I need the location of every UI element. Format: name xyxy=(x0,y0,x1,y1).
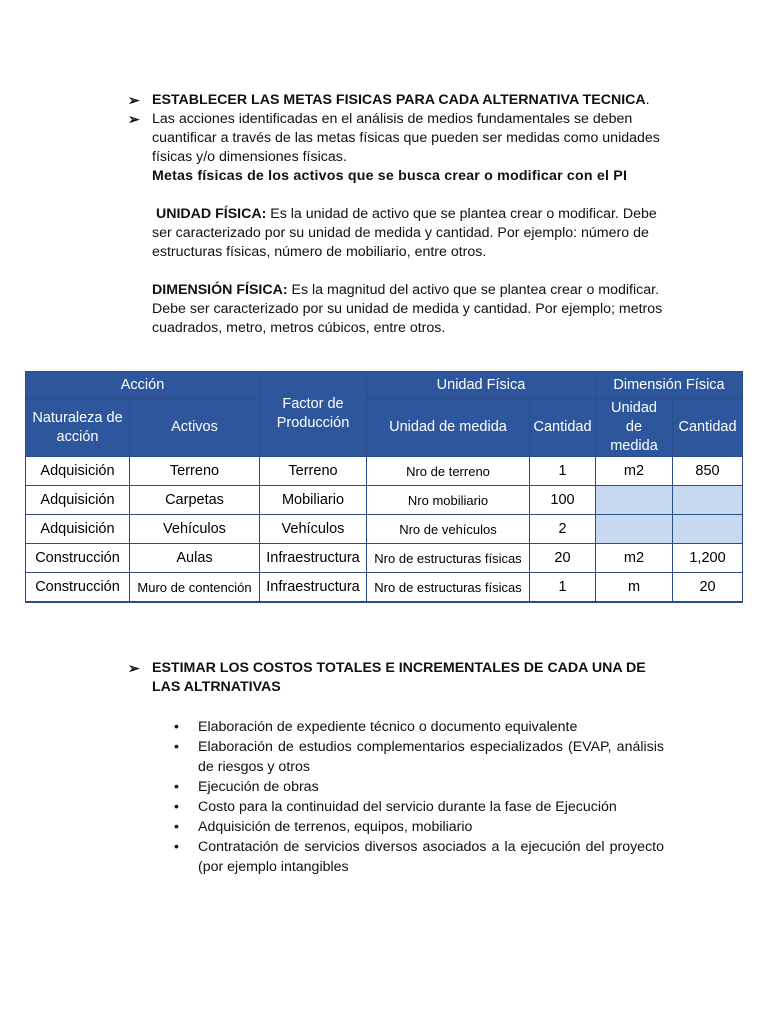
cell-dim-unidad xyxy=(596,515,673,544)
cell-unidad-medida: Nro mobiliario xyxy=(367,486,530,515)
list-item: • Elaboración de estudios complementarios especializados (EVAP, análisis de riesgos y otros xyxy=(174,737,664,777)
table-row xyxy=(26,486,743,515)
metas-heading-line xyxy=(128,91,668,110)
cell-naturaleza: Adquisición xyxy=(26,486,130,515)
cell-dim-unidad xyxy=(596,486,673,515)
header-naturaleza-accion: Naturaleza de acción xyxy=(26,399,130,457)
cell-factor: Vehículos xyxy=(260,515,367,544)
cell-activo: Aulas xyxy=(130,544,260,573)
header-cantidad: Cantidad xyxy=(530,399,596,457)
header-activos: Activos xyxy=(130,399,260,457)
cell-naturaleza: Adquisición xyxy=(26,515,130,544)
cell-naturaleza: Adquisición xyxy=(26,457,130,486)
header-dim-cantidad: Cantidad xyxy=(673,399,743,457)
header-dimension-fisica: Dimensión Física xyxy=(596,372,743,399)
costos-heading: ESTIMAR LOS COSTOS TOTALES E INCREMENTALES DE CADA UNA DE LAS ALTRNATIVAS xyxy=(152,660,646,695)
cell-dim-cantidad: 1,200 xyxy=(673,544,743,573)
cell-dim-cantidad xyxy=(673,486,743,515)
cell-activo: Muro de contención xyxy=(130,573,260,603)
costos-heading-line xyxy=(128,659,668,697)
header-unidad-medida: Unidad de medida xyxy=(367,399,530,457)
arrow-bullet-icon: ➢ xyxy=(128,660,140,676)
cell-factor: Infraestructura xyxy=(260,544,367,573)
metas-fisicas-table xyxy=(25,371,743,603)
header-unidad-fisica: Unidad Física xyxy=(367,372,596,399)
cell-activo: Terreno xyxy=(130,457,260,486)
table-row xyxy=(26,544,743,573)
section-metas xyxy=(128,91,668,338)
metas-subheading: Metas físicas de los activos que se busca crear o modificar con el PI xyxy=(152,168,628,184)
list-item: • Elaboración de expediente técnico o documento equivalente xyxy=(174,717,664,737)
unidad-fisica-paragraph xyxy=(128,205,668,262)
list-item: • Ejecución de obras xyxy=(174,777,664,797)
list-item: • Adquisición de terrenos, equipos, mobiliario xyxy=(174,817,664,837)
cell-unidad-medida: Nro de terreno xyxy=(367,457,530,486)
header-accion: Acción xyxy=(26,372,260,399)
cell-unidad-medida: Nro de vehículos xyxy=(367,515,530,544)
cell-cantidad: 1 xyxy=(530,573,596,603)
metas-heading: ESTABLECER LAS METAS FISICAS PARA CADA ALTERNATIVA TECNICA xyxy=(152,92,646,108)
cell-naturaleza: Construcción xyxy=(26,544,130,573)
cell-cantidad: 20 xyxy=(530,544,596,573)
table-row xyxy=(26,515,743,544)
section-costos xyxy=(128,659,668,697)
cell-unidad-medida: Nro de estructuras físicas xyxy=(367,573,530,603)
metas-heading-suffix: . xyxy=(645,92,650,108)
cell-dim-cantidad: 850 xyxy=(673,457,743,486)
cell-dim-cantidad xyxy=(673,515,743,544)
table-row xyxy=(26,457,743,486)
header-dim-unidad-medida: Unidad de medida xyxy=(596,399,673,457)
unidad-fisica-text: Es la unidad de activo que se plantea crear o modificar. Debe ser caracterizado por su unidad de medida y cantidad. Por ejemplo: número de estructuras físicas, número de mobiliario, entre otros. xyxy=(152,206,657,260)
metas-intro: Las acciones identificadas en el análisis de medios fundamentales se deben cuantificar a través de las metas físicas que pueden ser medidas como unidades físicas y/o dimensiones físicas. xyxy=(152,111,660,165)
cell-factor: Terreno xyxy=(260,457,367,486)
cell-unidad-medida: Nro de estructuras físicas xyxy=(367,544,530,573)
cell-dim-unidad: m2 xyxy=(596,457,673,486)
cell-factor: Mobiliario xyxy=(260,486,367,515)
metas-intro-line xyxy=(128,110,668,167)
cell-naturaleza: Construcción xyxy=(26,573,130,603)
costos-list xyxy=(174,717,664,877)
cell-dim-cantidad: 20 xyxy=(673,573,743,603)
cell-activo: Vehículos xyxy=(130,515,260,544)
arrow-bullet-icon: ➢ xyxy=(128,92,140,108)
list-item: • Contratación de servicios diversos asociados a la ejecución del proyecto (por ejemplo intangibles xyxy=(174,837,664,877)
table-row xyxy=(26,573,743,603)
cell-cantidad: 2 xyxy=(530,515,596,544)
cell-factor: Infraestructura xyxy=(260,573,367,603)
list-item: • Costo para la continuidad del servicio durante la fase de Ejecución xyxy=(174,797,664,817)
dimension-fisica-paragraph xyxy=(128,281,668,338)
cell-dim-unidad: m2 xyxy=(596,544,673,573)
unidad-fisica-term: UNIDAD FÍSICA: xyxy=(156,206,267,222)
cell-cantidad: 1 xyxy=(530,457,596,486)
cell-cantidad: 100 xyxy=(530,486,596,515)
dimension-fisica-text: Es la magnitud del activo que se plantea crear o modificar. Debe ser caracterizado por su unidad de medida y cantidad. Por ejemplo; metros cuadrados, metro, metros cúbicos, entre otros. xyxy=(152,282,663,336)
cell-dim-unidad: m xyxy=(596,573,673,603)
cell-activo: Carpetas xyxy=(130,486,260,515)
header-factor-produccion: Factor de Producción xyxy=(260,372,367,457)
dimension-fisica-term: DIMENSIÓN FÍSICA: xyxy=(152,282,288,298)
arrow-bullet-icon: ➢ xyxy=(128,111,140,127)
